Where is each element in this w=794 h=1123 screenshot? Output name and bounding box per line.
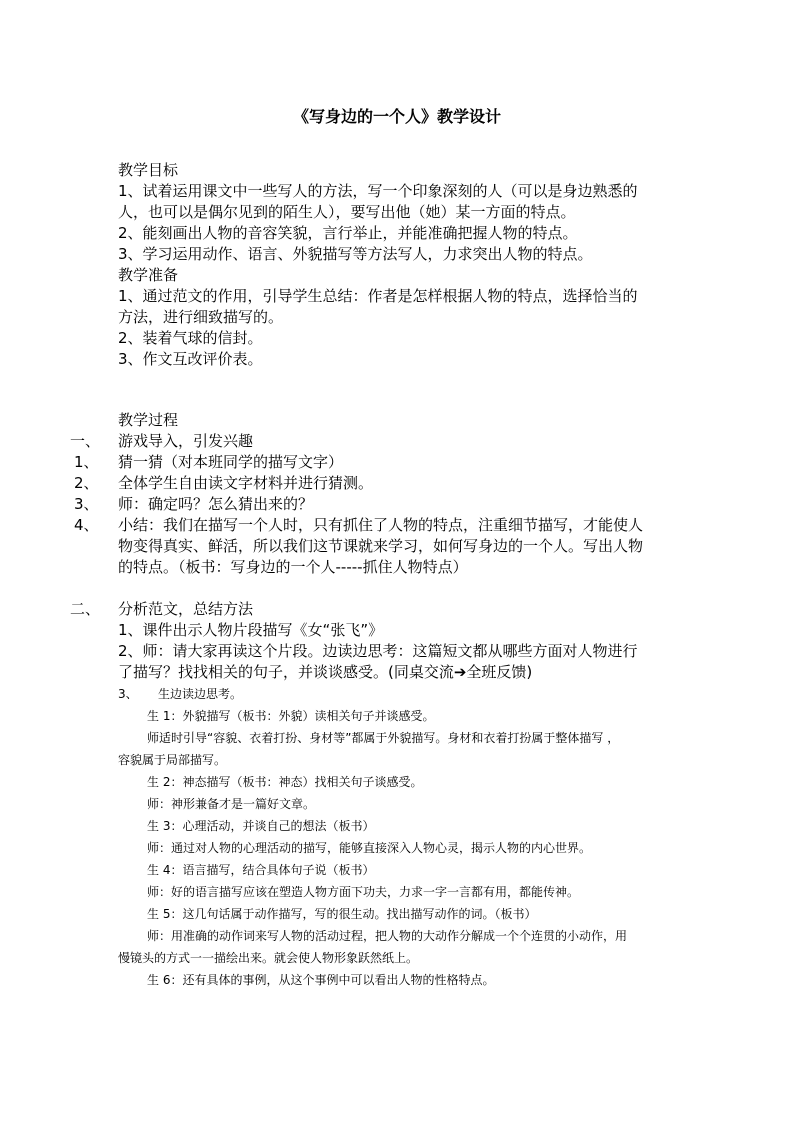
dialogue-teacher-2: 师：神形兼备才是一篇好文章。	[147, 797, 316, 811]
dialogue-teacher-5-line-2: 慢镜头的方式一一描绘出来。就会使人物形象跃然纸上。	[118, 951, 419, 965]
section-2-number: 二、	[70, 600, 101, 618]
dialogue-teacher-3: 师：通过对人物的心理活动的描写，能够直接深入人物心灵，揭示人物的内心世界。	[147, 841, 592, 855]
step-4-number: 4、	[74, 516, 99, 534]
dialogue-student-5: 生 5：这几句话属于动作描写，写的很生动。找出描写动作的词。（板书）	[147, 907, 537, 921]
dialogue-student-6: 生 6：还有具体的事例，从这个事例中可以看出人物的性格特点。	[147, 973, 495, 987]
sec2-item-3-number: 3、	[118, 687, 138, 701]
step-2-number: 2、	[74, 474, 99, 492]
step-2-text: 全体学生自由读文字材料并进行猜测。	[118, 474, 374, 492]
step-1-number: 1、	[74, 453, 99, 471]
prep-heading: 教学准备	[118, 266, 179, 284]
prep-item-1-line-2: 方法，进行细致描写的。	[118, 308, 284, 326]
dialogue-student-3: 生 3：心理活动，并谈自己的想法（板书）	[147, 819, 375, 833]
section-1-title: 游戏导入，引发兴趣	[118, 432, 254, 450]
step-3-text: 师：确定吗？怎么猜出来的？	[118, 495, 314, 513]
dialogue-teacher-1-line-2: 容貌属于局部描写。	[118, 753, 227, 767]
sec2-item-1: 1、课件出示人物片段描写《女“张飞”》	[118, 621, 384, 639]
goal-item-1-line-2: 人，也可以是偶尔见到的陌生人），要写出他（她）某一方面的特点。	[118, 203, 576, 221]
goal-item-2: 2、能刻画出人物的音容笑貌，言行举止，并能准确把握人物的特点。	[118, 224, 578, 242]
step-4-line-3: 的特点。（板书：写身边的一个人-----抓住人物特点）	[118, 558, 468, 576]
dialogue-student-4: 生 4：语言描写，结合具体句子说（板书）	[147, 863, 375, 877]
section-2-title: 分析范文，总结方法	[118, 600, 254, 618]
dialogue-student-2: 生 2：神态描写（板书：神态）找相关句子谈感受。	[147, 775, 423, 789]
sec2-item-2-line-2: 了描写？找找相关的句子，并谈谈感受。(同桌交流➔全班反馈)	[118, 663, 533, 681]
dialogue-student-1: 生 1：外貌描写（板书：外貌）读相关句子并谈感受。	[147, 709, 435, 723]
section-1-number: 一、	[70, 432, 101, 450]
dialogue-teacher-5-line-1: 师：用准确的动作词来写人物的活动过程，把人物的大动作分解成一个个连贯的小动作，用	[147, 929, 628, 943]
dialogue-teacher-1-line-1: 师适时引导“容貌、衣着打扮、身材等”都属于外貌描写。身材和衣着打扮属于整体描写 ，	[147, 731, 620, 745]
goal-item-1-line-1: 1、试着运用课文中一些写人的方法，写一个印象深刻的人（可以是身边熟悉的	[118, 182, 638, 200]
step-4-line-1: 小结：我们在描写一个人时，只有抓住了人物的特点，注重细节描写，才能使人	[118, 516, 644, 534]
goals-heading: 教学目标	[118, 161, 179, 179]
sec2-item-2-line-1: 2、师：请大家再读这个片段。边读边思考：这篇短文都从哪些方面对人物进行	[118, 642, 638, 660]
prep-item-3: 3、作文互改评价表。	[118, 350, 263, 368]
process-heading: 教学过程	[118, 411, 179, 429]
prep-item-2: 2、装着气球的信封。	[118, 329, 263, 347]
goal-item-3: 3、学习运用动作、语言、外貌描写等方法写人，力求突出人物的特点。	[118, 245, 593, 263]
prep-item-1-line-1: 1、通过范文的作用，引导学生总结：作者是怎样根据人物的特点，选择恰当的	[118, 287, 638, 305]
step-3-number: 3、	[74, 495, 99, 513]
sec2-item-3-text: 生边读边思考。	[158, 687, 243, 701]
step-1-text: 猜一猜（对本班同学的描写文字）	[118, 453, 344, 471]
dialogue-teacher-4: 师：好的语言描写应该在塑造人物方面下功夫，力求一字一言都有用，都能传神。	[147, 885, 580, 899]
step-4-line-2: 物变得真实、鲜活，所以我们这节课就来学习，如何写身边的一个人。写出人物	[118, 537, 644, 555]
document-title: 《写身边的一个人》教学设计	[292, 107, 501, 126]
